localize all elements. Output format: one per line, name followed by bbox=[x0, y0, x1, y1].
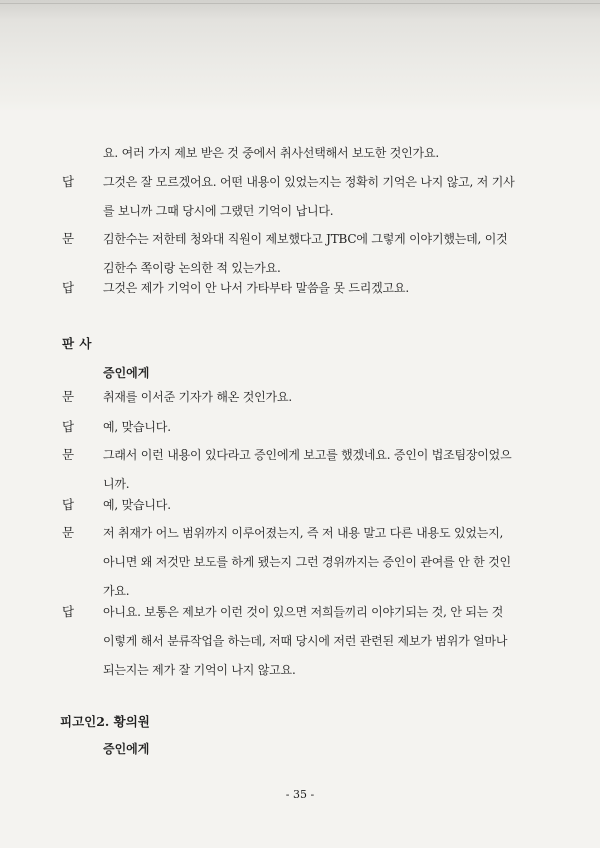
text-line: 이렇게 해서 분류작업을 하는데, 저때 당시에 저런 관련된 제보가 범위가 얼마나 bbox=[103, 634, 508, 648]
text-line: 요. 여러 가지 제보 받은 것 중에서 취사선택해서 보도한 것인가요. bbox=[103, 146, 439, 160]
text-line: 아니면 왜 저것만 보도를 하게 됐는지 그런 경위까지는 증인이 관여를 안 한 것인 bbox=[103, 555, 511, 569]
text-line: 예, 맞습니다. bbox=[103, 420, 171, 434]
answer-marker: 답 bbox=[62, 604, 75, 619]
answer-text bbox=[103, 598, 543, 685]
answer-text bbox=[103, 491, 543, 520]
text-line: 김한수 쪽이랑 논의한 적 있는가요. bbox=[103, 261, 281, 275]
question-marker: 문 bbox=[62, 231, 75, 246]
answer-marker: 답 bbox=[62, 280, 75, 295]
text-line: 되는지는 제가 잘 기억이 나지 않고요. bbox=[103, 663, 296, 677]
answer-text bbox=[103, 274, 543, 303]
question-text bbox=[103, 519, 543, 606]
question-marker: 문 bbox=[62, 389, 75, 404]
text-line: 그래서 이런 내용이 있다라고 증인에게 보고를 했겠네요. 증인이 법조팀장이었으 bbox=[103, 448, 512, 462]
text-line: 가요. bbox=[103, 584, 130, 598]
answer-continuation bbox=[103, 139, 543, 168]
text-line: 아니요. 보통은 제보가 이런 것이 있으면 저희들끼리 이야기되는 것, 안 되는 것 bbox=[103, 605, 504, 619]
page-number: - 35 - bbox=[285, 788, 315, 801]
answer-marker: 답 bbox=[62, 419, 75, 434]
text-line: 취재를 이서준 기자가 해온 것인가요. bbox=[103, 390, 292, 404]
text-line: 예, 맞습니다. bbox=[103, 498, 171, 512]
text-line: 저 취재가 어느 범위까지 이루어졌는지, 즉 저 내용 말고 다른 내용도 있었는지, bbox=[103, 526, 504, 540]
text-line: 그것은 잘 모르겠어요. 어떤 내용이 있었는지는 정확히 기억은 나지 않고, 저 기사 bbox=[103, 175, 515, 189]
section-subheading: 증인에게 bbox=[103, 366, 150, 380]
answer-text bbox=[103, 413, 543, 442]
question-text bbox=[103, 383, 543, 412]
text-line: 니까. bbox=[103, 477, 130, 491]
section-heading-defendant: 피고인2. 황의원 bbox=[60, 714, 150, 729]
answer-marker: 답 bbox=[62, 497, 75, 512]
text-line: 그것은 제가 기억이 안 나서 가타부타 말씀을 못 드리겠고요. bbox=[103, 281, 409, 295]
question-marker: 문 bbox=[62, 447, 75, 462]
text-line: 김한수는 저한테 청와대 직원이 제보했다고 JTBC에 그렇게 이야기했는데, 이것 bbox=[103, 232, 508, 246]
text-line: 를 보니까 그때 당시에 그랬던 기억이 납니다. bbox=[103, 204, 334, 218]
section-heading-judge: 판 사 bbox=[62, 336, 93, 351]
section-subheading: 증인에게 bbox=[103, 742, 150, 756]
question-marker: 문 bbox=[62, 525, 75, 540]
answer-text bbox=[103, 168, 543, 226]
answer-marker: 답 bbox=[62, 174, 75, 189]
